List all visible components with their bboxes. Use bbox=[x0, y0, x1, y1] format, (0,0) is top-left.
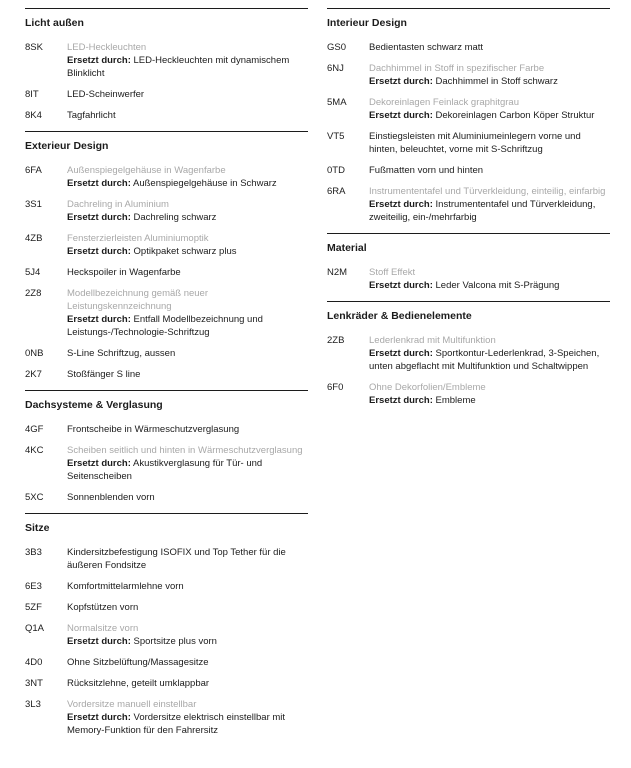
option-description-block bbox=[67, 423, 308, 436]
option-section bbox=[327, 233, 610, 301]
option-code: 5XC bbox=[25, 492, 44, 503]
option-section bbox=[25, 513, 308, 746]
option-row bbox=[25, 580, 308, 593]
replacement-line bbox=[67, 711, 308, 737]
replaced-label: Ersetzt durch: bbox=[67, 55, 131, 66]
option-code: GS0 bbox=[327, 42, 347, 53]
option-row bbox=[327, 185, 610, 224]
option-code: 2ZB bbox=[327, 335, 345, 346]
option-row bbox=[327, 334, 610, 373]
replacement-text: Instrumententafel und Türverkleidung, zweiteilig, ein-/mehrfarbig bbox=[369, 199, 596, 223]
replaced-label: Ersetzt durch: bbox=[67, 314, 131, 325]
option-code: 4D0 bbox=[25, 657, 43, 668]
replacement-line bbox=[369, 394, 610, 407]
option-description: Rücksitzlehne, geteilt umklappbar bbox=[67, 678, 210, 689]
option-row bbox=[25, 601, 308, 614]
option-code: VT5 bbox=[327, 131, 345, 142]
option-description: Dekoreinlagen Feinlack graphitgrau bbox=[369, 97, 519, 108]
option-code: 6RA bbox=[327, 186, 346, 197]
section-title: Exterieur Design bbox=[25, 140, 109, 152]
option-description: Kopfstützen vorn bbox=[67, 602, 139, 613]
column bbox=[327, 8, 610, 416]
option-description-block bbox=[369, 334, 610, 373]
option-description-block bbox=[369, 62, 610, 88]
replacement-text: Embleme bbox=[435, 395, 476, 406]
option-description-block bbox=[67, 232, 308, 258]
option-row bbox=[327, 62, 610, 88]
option-description-block bbox=[369, 381, 610, 407]
option-code: 3B3 bbox=[25, 547, 42, 558]
option-description: LED-Heckleuchten bbox=[67, 42, 147, 53]
option-code: 3L3 bbox=[25, 699, 41, 710]
replacement-line bbox=[369, 347, 610, 373]
option-description: Fensterzierleisten Aluminiumoptik bbox=[67, 233, 209, 244]
option-description: Scheiben seitlich und hinten in Wärmeschutzverglasung bbox=[67, 445, 303, 456]
option-description-block bbox=[67, 287, 308, 339]
option-row bbox=[25, 444, 308, 483]
option-description-block bbox=[67, 698, 308, 737]
option-description-block bbox=[67, 546, 308, 572]
replaced-label: Ersetzt durch: bbox=[369, 76, 433, 87]
replacement-line bbox=[369, 198, 610, 224]
replacement-text: Entfall Modellbezeichnung und Leistungs-/Technologie-Schriftzug bbox=[67, 314, 263, 338]
option-description: Kindersitzbefestigung ISOFIX und Top Tether für die äußeren Fondsitze bbox=[67, 547, 286, 571]
replaced-label: Ersetzt durch: bbox=[369, 348, 433, 359]
option-section bbox=[25, 8, 308, 131]
option-description-block bbox=[67, 109, 308, 122]
section-title: Interieur Design bbox=[327, 17, 407, 29]
replaced-label: Ersetzt durch: bbox=[67, 712, 131, 723]
option-description: Tagfahrlicht bbox=[67, 110, 116, 121]
option-row bbox=[25, 109, 308, 122]
option-code: 0TD bbox=[327, 165, 345, 176]
option-description-block bbox=[369, 164, 610, 177]
option-code: 6FA bbox=[25, 165, 42, 176]
replaced-label: Ersetzt durch: bbox=[67, 178, 131, 189]
option-description: Heckspoiler in Wagenfarbe bbox=[67, 267, 181, 278]
option-description-block bbox=[67, 88, 308, 101]
option-row bbox=[25, 347, 308, 360]
replacement-line bbox=[67, 635, 308, 648]
option-row bbox=[25, 622, 308, 648]
option-description: Ohne Dekorfolien/Embleme bbox=[369, 382, 486, 393]
option-code: 5MA bbox=[327, 97, 347, 108]
option-row bbox=[327, 266, 610, 292]
option-row bbox=[327, 130, 610, 156]
option-description: Lederlenkrad mit Multifunktion bbox=[369, 335, 496, 346]
option-description-block bbox=[67, 347, 308, 360]
option-description: Bedientasten schwarz matt bbox=[369, 42, 484, 53]
option-row bbox=[25, 88, 308, 101]
option-code: 5J4 bbox=[25, 267, 41, 278]
replacement-line bbox=[369, 109, 610, 122]
column bbox=[25, 8, 308, 746]
option-row bbox=[327, 41, 610, 54]
option-description-block bbox=[369, 266, 610, 292]
option-code: 3S1 bbox=[25, 199, 42, 210]
option-description-block bbox=[67, 266, 308, 279]
option-section bbox=[327, 301, 610, 416]
option-description: Fußmatten vorn und hinten bbox=[369, 165, 484, 176]
option-description-block bbox=[67, 368, 308, 381]
option-description: Außenspiegelgehäuse in Wagenfarbe bbox=[67, 165, 226, 176]
replacement-text: Akustikverglasung für Tür- und Seitenscheiben bbox=[67, 458, 263, 482]
replacement-line bbox=[369, 75, 610, 88]
option-description-block bbox=[67, 622, 308, 648]
option-description-block bbox=[67, 601, 308, 614]
replacement-line bbox=[67, 177, 308, 190]
option-code: 8K4 bbox=[25, 110, 42, 121]
replacement-line bbox=[369, 279, 610, 292]
replacement-text: Optikpaket schwarz plus bbox=[133, 246, 237, 257]
option-code: 2Z8 bbox=[25, 288, 42, 299]
option-row bbox=[25, 677, 308, 690]
option-code: 8IT bbox=[25, 89, 39, 100]
section-title: Dachsysteme & Verglasung bbox=[25, 399, 163, 411]
option-description-block bbox=[67, 41, 308, 80]
replaced-label: Ersetzt durch: bbox=[67, 636, 131, 647]
option-section bbox=[25, 131, 308, 390]
option-description-block bbox=[369, 185, 610, 224]
option-description: Vordersitze manuell einstellbar bbox=[67, 699, 197, 710]
section-title: Lenkräder & Bedienelemente bbox=[327, 310, 472, 322]
option-row bbox=[25, 368, 308, 381]
option-description: Dachhimmel in Stoff in spezifischer Farbe bbox=[369, 63, 545, 74]
replacement-text: Leder Valcona mit S-Prägung bbox=[435, 280, 560, 291]
option-code: 6NJ bbox=[327, 63, 344, 74]
option-row bbox=[25, 423, 308, 436]
option-description-block bbox=[369, 96, 610, 122]
replacement-text: Sportsitze plus vorn bbox=[133, 636, 217, 647]
option-row bbox=[327, 381, 610, 407]
option-code: 4GF bbox=[25, 424, 44, 435]
replacement-text: Sportkontur-Lederlenkrad, 3-Speichen, unten abgeflacht mit Multifunktion und Schaltwippen bbox=[369, 348, 600, 372]
replacement-line bbox=[67, 245, 308, 258]
option-row bbox=[25, 198, 308, 224]
replacement-line bbox=[67, 211, 308, 224]
option-description-block bbox=[67, 444, 308, 483]
option-row bbox=[327, 96, 610, 122]
replaced-label: Ersetzt durch: bbox=[369, 280, 433, 291]
replaced-label: Ersetzt durch: bbox=[67, 246, 131, 257]
replaced-label: Ersetzt durch: bbox=[369, 199, 433, 210]
option-code: 3NT bbox=[25, 678, 43, 689]
option-row bbox=[25, 232, 308, 258]
option-code: 0NB bbox=[25, 348, 44, 359]
option-row bbox=[25, 656, 308, 669]
option-code: 2K7 bbox=[25, 369, 42, 380]
section-title: Sitze bbox=[25, 522, 50, 534]
option-description: Stoff Effekt bbox=[369, 267, 416, 278]
option-row bbox=[25, 41, 308, 80]
replaced-label: Ersetzt durch: bbox=[67, 458, 131, 469]
replacement-line bbox=[67, 313, 308, 339]
option-row bbox=[25, 164, 308, 190]
replaced-label: Ersetzt durch: bbox=[369, 110, 433, 121]
option-description: Modellbezeichnung gemäß neuer Leistungskennzeichnung bbox=[67, 288, 209, 312]
option-code: 8SK bbox=[25, 42, 43, 53]
option-code: 6F0 bbox=[327, 382, 344, 393]
replacement-text: Dachhimmel in Stoff schwarz bbox=[435, 76, 558, 87]
option-description: Normalsitze vorn bbox=[67, 623, 139, 634]
option-row bbox=[25, 287, 308, 339]
replacement-text: Außenspiegelgehäuse in Schwarz bbox=[133, 178, 277, 189]
option-description: Einstiegsleisten mit Aluminiumeinlegern vorne und hinten, beleuchtet, vorne mit S-Schriftzug bbox=[369, 131, 581, 155]
option-description: Ohne Sitzbelüftung/Massagesitze bbox=[67, 657, 209, 668]
section-title: Material bbox=[327, 242, 367, 254]
replaced-label: Ersetzt durch: bbox=[67, 212, 131, 223]
option-description-block bbox=[67, 491, 308, 504]
columns bbox=[25, 8, 609, 746]
option-description: Sonnenblenden vorn bbox=[67, 492, 155, 503]
option-description-block bbox=[67, 164, 308, 190]
option-row bbox=[327, 164, 610, 177]
option-description: Dachreling in Aluminium bbox=[67, 199, 169, 210]
option-description: Instrumententafel und Türverkleidung, einteilig, einfarbig bbox=[369, 186, 606, 197]
option-description-block bbox=[67, 677, 308, 690]
option-description: Stoßfänger S line bbox=[67, 369, 141, 380]
option-row bbox=[25, 546, 308, 572]
option-code: 5ZF bbox=[25, 602, 42, 613]
option-row bbox=[25, 491, 308, 504]
option-row bbox=[25, 698, 308, 737]
option-description: Komfortmittelarmlehne vorn bbox=[67, 581, 184, 592]
option-section bbox=[25, 390, 308, 513]
option-description-block bbox=[67, 656, 308, 669]
option-description: LED-Scheinwerfer bbox=[67, 89, 145, 100]
replacement-text: Dachreling schwarz bbox=[133, 212, 217, 223]
option-description: Frontscheibe in Wärmeschutzverglasung bbox=[67, 424, 240, 435]
option-description-block bbox=[369, 41, 610, 54]
replacement-line bbox=[67, 457, 308, 483]
option-code: Q1A bbox=[25, 623, 45, 634]
replaced-label: Ersetzt durch: bbox=[369, 395, 433, 406]
option-row bbox=[25, 266, 308, 279]
option-section bbox=[327, 8, 610, 233]
option-description-block bbox=[67, 198, 308, 224]
option-description-block bbox=[369, 130, 610, 156]
replacement-text: Vordersitze elektrisch einstellbar mit Memory-Funktion für den Fahrersitz bbox=[67, 712, 286, 736]
option-code: 6E3 bbox=[25, 581, 42, 592]
option-code: 4KC bbox=[25, 445, 44, 456]
replacement-line bbox=[67, 54, 308, 80]
option-code: 4ZB bbox=[25, 233, 43, 244]
option-code: N2M bbox=[327, 267, 348, 278]
replacement-text: Dekoreinlagen Carbon Köper Struktur bbox=[435, 110, 595, 121]
replacement-text: LED-Heckleuchten mit dynamischem Blinklicht bbox=[67, 55, 290, 79]
section-title: Licht außen bbox=[25, 17, 84, 29]
option-description-block bbox=[67, 580, 308, 593]
option-description: S-Line Schriftzug, aussen bbox=[67, 348, 176, 359]
